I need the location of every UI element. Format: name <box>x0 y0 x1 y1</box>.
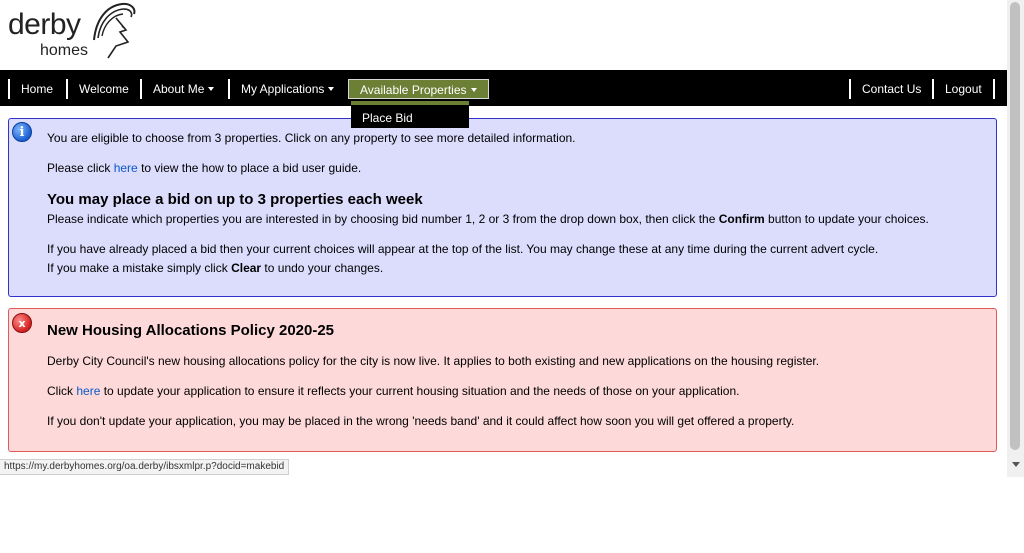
nav-welcome-label: Welcome <box>79 82 129 96</box>
nav-home[interactable] <box>8 79 66 99</box>
logo-word-homes: homes <box>40 42 89 59</box>
chevron-down-icon <box>471 88 477 92</box>
guide-text <box>47 160 361 176</box>
clear-keyword: Clear <box>231 261 262 275</box>
bid-info-panel <box>8 118 997 297</box>
guide-text-post: to view the how to place a bid user guide. <box>137 161 362 175</box>
info-icon: i <box>12 122 32 142</box>
status-bar-url: https://my.derbyhomes.org/oa.derby/ibsxmlpr.p?docid=makebid <box>0 459 289 475</box>
nav-home-label: Home <box>21 82 54 96</box>
already-bid-text: If you have already placed a bid then your current choices will appear at the top of the list. You may change these at any time during the current advert cycle. <box>47 242 879 256</box>
scrollbar-thumb[interactable] <box>1010 2 1020 450</box>
available-properties-dropdown <box>351 101 469 128</box>
mistake-text-pre: If you make a mistake simply click <box>47 261 232 275</box>
main-navbar <box>0 70 1007 106</box>
policy-update-post: to update your application to ensure it reflects your current housing situation and the needs of those on your application. <box>100 384 740 398</box>
nav-available-properties-label: Available Properties <box>360 83 467 97</box>
logo-word-derby: derby <box>8 8 81 41</box>
guide-text-pre: Please click <box>47 161 114 175</box>
nav-logout[interactable] <box>932 79 995 99</box>
guide-link[interactable]: here <box>113 161 138 175</box>
policy-warning-text: If you don't update your application, you may be placed in the wrong 'needs band' and it could affect how soon you will get offered a property. <box>47 414 795 428</box>
indicate-text <box>47 211 929 227</box>
eligible-text: You are eligible to choose from 3 properties. Click on any property to see more detailed information. <box>47 131 576 145</box>
nav-my-applications[interactable] <box>228 79 347 99</box>
policy-heading: New Housing Allocations Policy 2020-25 <box>47 322 335 339</box>
nav-about-me-label: About Me <box>153 82 205 96</box>
dropdown-item-place-bid[interactable]: Place Bid <box>362 111 413 125</box>
logo-face-icon <box>86 0 138 60</box>
nav-my-applications-label: My Applications <box>241 82 325 96</box>
error-icon: x <box>12 313 32 333</box>
nav-contact-us[interactable] <box>849 79 934 99</box>
bid-heading: You may place a bid on up to 3 properties each week <box>47 191 423 208</box>
policy-update-pre: Click <box>47 384 77 398</box>
policy-alert-panel <box>8 308 997 452</box>
update-application-link[interactable]: here <box>76 384 101 398</box>
indicate-text-post: button to update your choices. <box>764 212 929 226</box>
mistake-text <box>47 260 383 276</box>
mistake-text-post: to undo your changes. <box>261 261 384 275</box>
vertical-scrollbar[interactable] <box>1007 0 1024 477</box>
nav-about-me[interactable] <box>140 79 227 99</box>
policy-live-text: Derby City Council's new housing allocations policy for the city is now live. It applies to both existing and new applications on the housing register. <box>47 354 820 368</box>
nav-contact-us-label: Contact Us <box>862 82 922 96</box>
indicate-text-pre: Please indicate which properties you are interested in by choosing bid number 1, 2 or 3 from the drop down box, then click the <box>47 212 719 226</box>
scroll-down-arrow-icon[interactable] <box>1012 462 1020 467</box>
derby-homes-logo[interactable] <box>8 2 138 62</box>
confirm-keyword: Confirm <box>718 212 765 226</box>
chevron-down-icon <box>328 87 334 91</box>
nav-available-properties[interactable] <box>348 79 489 99</box>
chevron-down-icon <box>208 87 214 91</box>
nav-logout-label: Logout <box>945 82 982 96</box>
nav-welcome[interactable] <box>66 79 142 99</box>
policy-update-text <box>47 383 739 399</box>
